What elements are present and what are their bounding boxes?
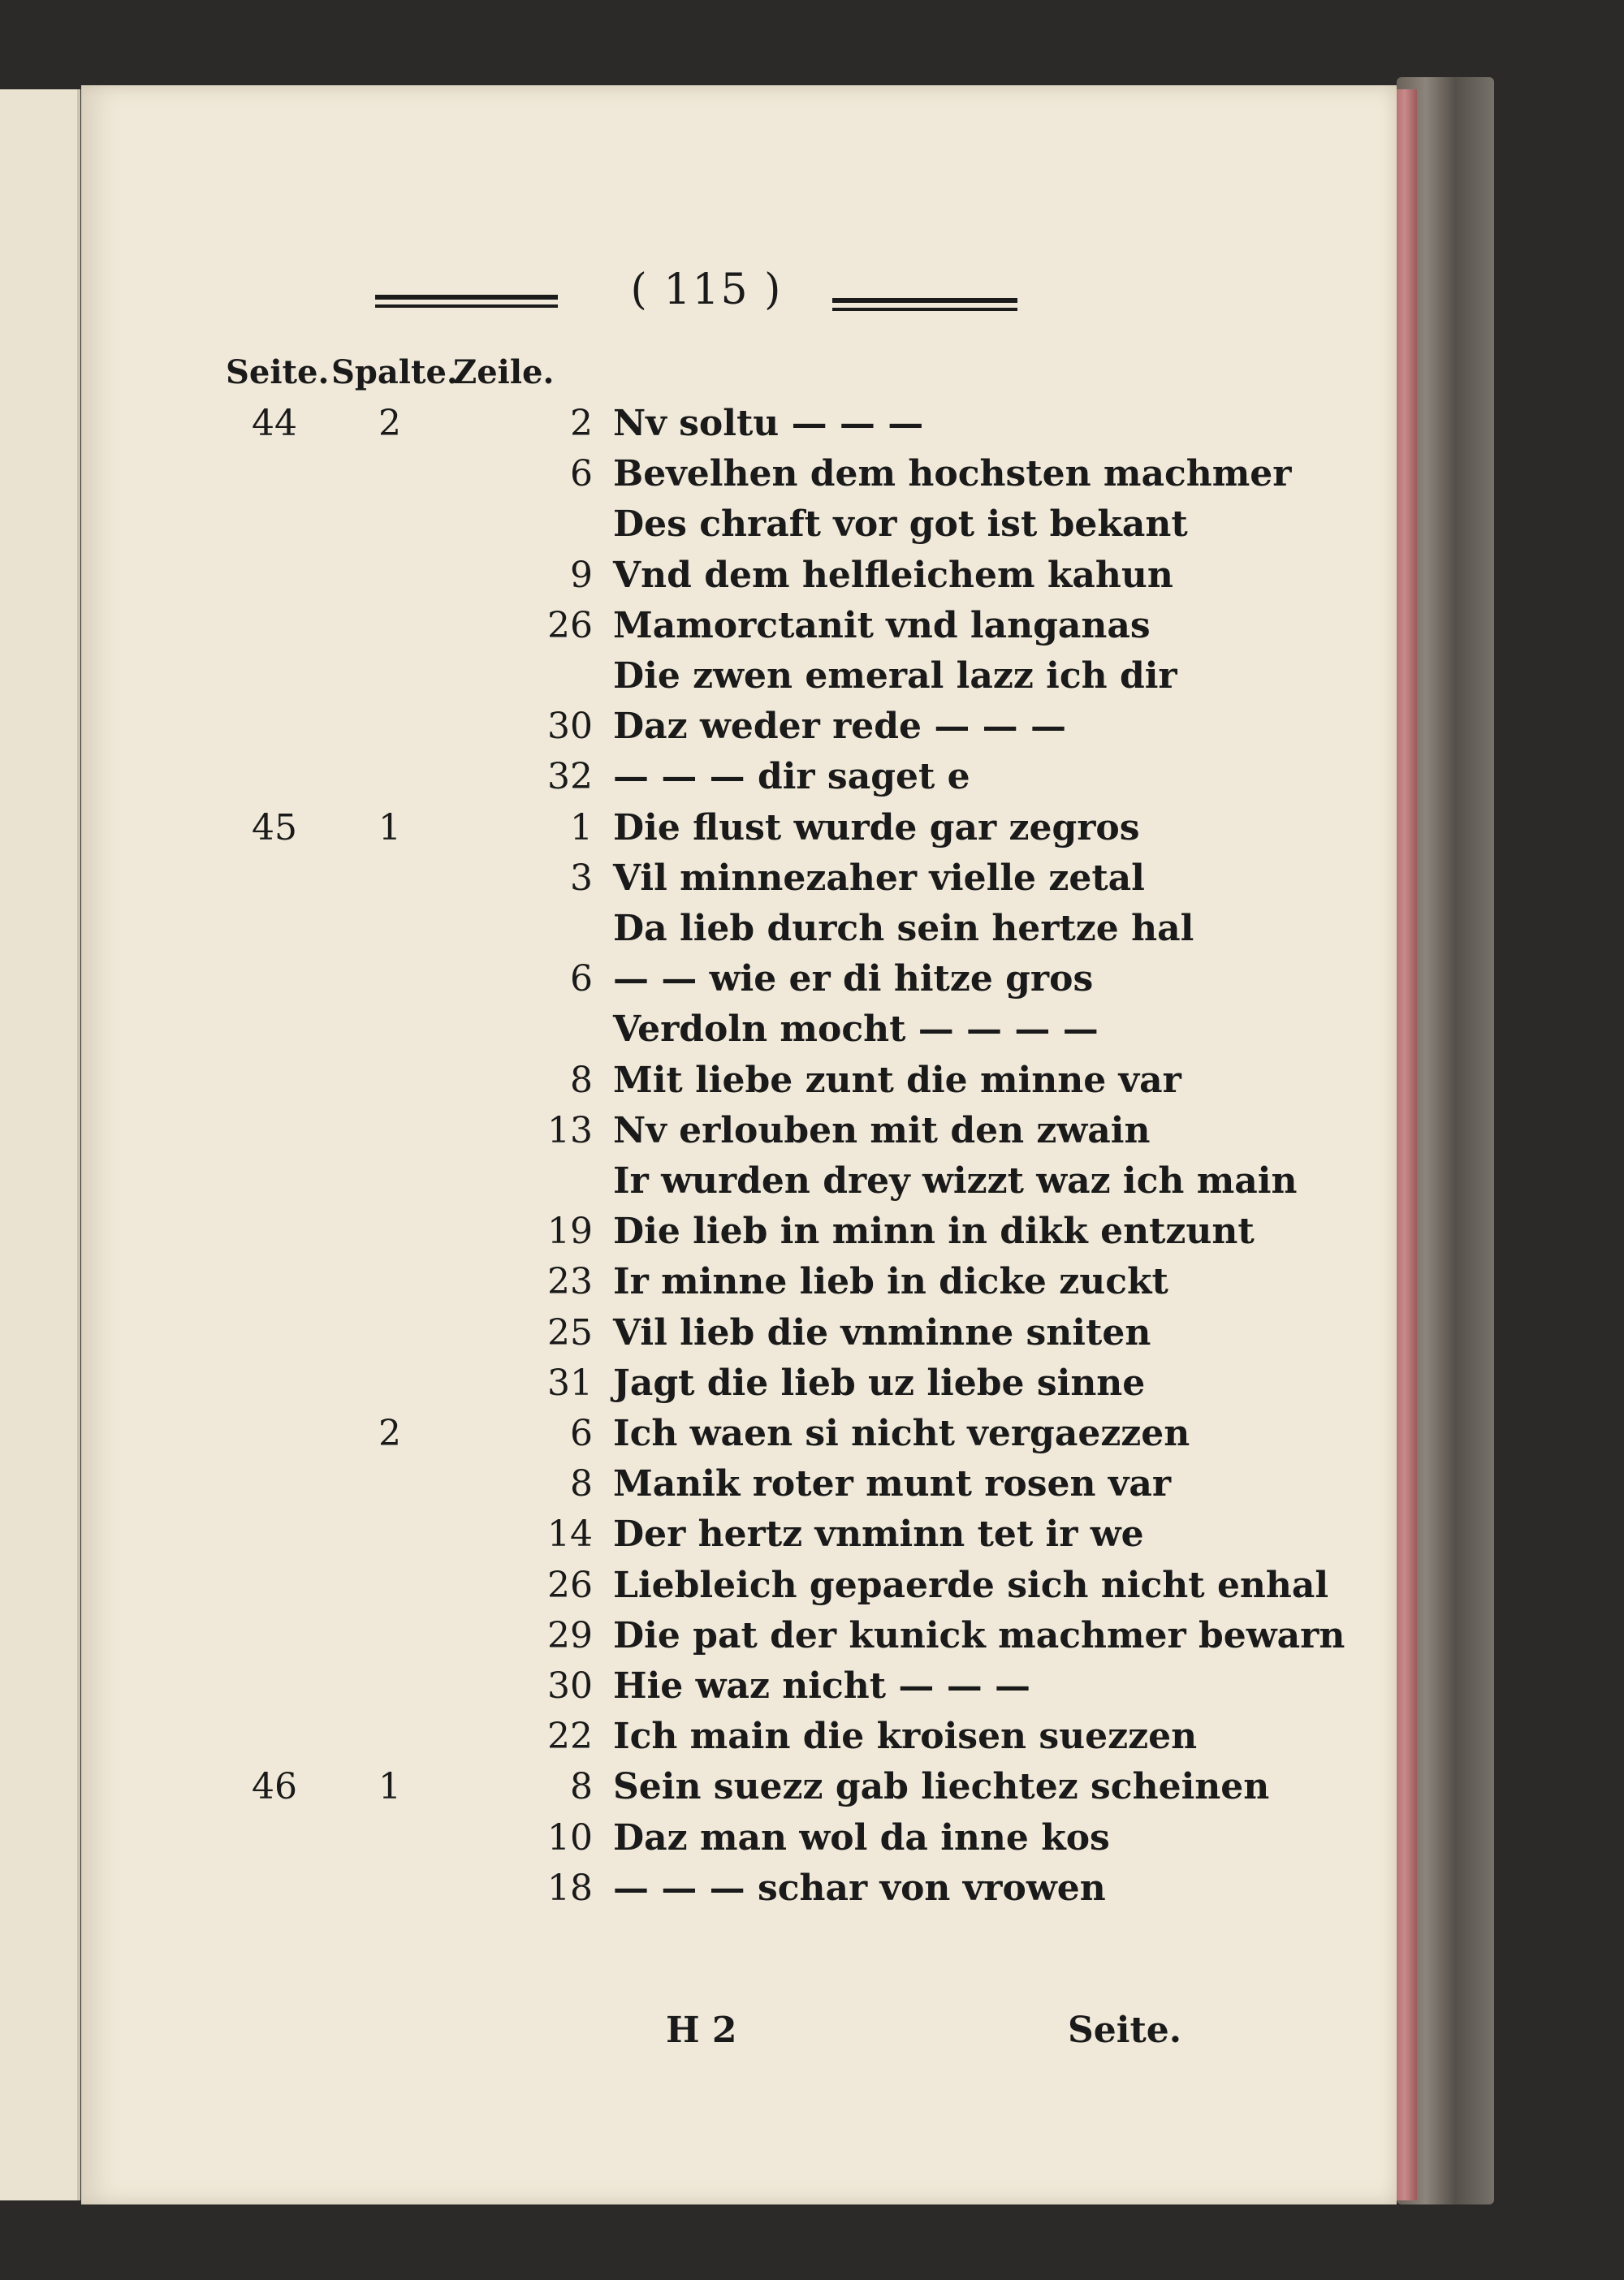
zeile-cell: 32: [547, 756, 593, 798]
table-row: [81, 804, 1397, 853]
table-row: [81, 1207, 1397, 1256]
zeile-cell: 26: [547, 604, 593, 646]
verse-text: Hie waz nicht — — —: [613, 1665, 1031, 1707]
header-zeile: Zeile.: [453, 353, 555, 391]
table-row: [81, 1763, 1397, 1811]
verse-text: Mamorctanit vnd langanas: [613, 604, 1151, 646]
spalte-cell: 2: [378, 1413, 401, 1454]
verse-text: Sein suezz gab liechtez scheinen: [613, 1766, 1270, 1808]
table-row: [81, 399, 1397, 448]
verse-text: Daz man wol da inne kos: [613, 1816, 1110, 1859]
table-row: [81, 602, 1397, 650]
signature-mark: H 2: [666, 2010, 737, 2051]
table-row: [81, 500, 1397, 549]
table-row: [81, 1510, 1397, 1559]
zeile-cell: 10: [547, 1816, 593, 1859]
spalte-cell: 1: [378, 806, 401, 849]
verse-text: Die lieb in minn in dikk entzunt: [613, 1211, 1255, 1253]
verse-text: Ich main die kroisen suezzen: [613, 1716, 1198, 1758]
header-spalte: Spalte.: [331, 353, 458, 391]
header-rule-right: [832, 298, 1017, 303]
verse-text: Mit liebe zunt die minne var: [613, 1059, 1181, 1101]
table-row: [81, 1712, 1397, 1761]
zeile-cell: 8: [570, 1463, 593, 1505]
zeile-cell: 2: [570, 403, 593, 444]
zeile-cell: 19: [547, 1211, 593, 1253]
verse-text: Ich waen si nicht vergaezzen: [613, 1413, 1190, 1454]
zeile-cell: 3: [570, 857, 593, 899]
zeile-cell: 6: [570, 453, 593, 495]
seite-cell: 45: [252, 806, 297, 849]
verse-text: Der hertz vnminn tet ir we: [613, 1514, 1144, 1556]
zeile-cell: 18: [547, 1867, 593, 1909]
zeile-cell: 29: [547, 1614, 593, 1656]
table-row: [81, 551, 1397, 600]
table-row: [81, 955, 1397, 1004]
header-seite: Seite.: [226, 353, 330, 391]
zeile-cell: 22: [547, 1716, 593, 1758]
table-row: [81, 1107, 1397, 1155]
table-row: [81, 1005, 1397, 1054]
zeile-cell: 26: [547, 1564, 593, 1606]
verse-text: Ir minne lieb in dicke zuckt: [613, 1261, 1168, 1303]
spalte-cell: 1: [378, 1766, 401, 1808]
zeile-cell: 31: [547, 1362, 593, 1404]
spalte-cell: 2: [378, 403, 401, 444]
table-row: [81, 1157, 1397, 1206]
left-page-strip: [0, 89, 80, 2200]
table-row: [81, 1612, 1397, 1660]
table-row: [81, 1056, 1397, 1105]
verse-text: Die flust wurde gar zegros: [613, 806, 1140, 849]
verse-text: Bevelhen dem hochsten machmer: [613, 453, 1292, 495]
seite-cell: 44: [252, 403, 297, 444]
table-row: [81, 1814, 1397, 1863]
table-row: [81, 905, 1397, 953]
verse-text: — — — schar von vrowen: [613, 1867, 1106, 1909]
book-page: [81, 85, 1397, 2204]
header-rule-left: [375, 295, 558, 300]
verse-text: Daz weder rede — — —: [613, 706, 1066, 748]
verse-text: Nv soltu — — —: [613, 403, 924, 444]
table-row: [81, 1864, 1397, 1913]
verse-text: Die pat der kunick machmer bewarn: [613, 1614, 1345, 1656]
table-row: [81, 753, 1397, 801]
zeile-cell: 14: [547, 1514, 593, 1556]
verse-text: Die zwen emeral lazz ich dir: [613, 655, 1177, 697]
verse-text: Da lieb durch sein hertze hal: [613, 908, 1194, 949]
zeile-cell: 8: [570, 1059, 593, 1101]
zeile-cell: 9: [570, 554, 593, 596]
table-row: [81, 450, 1397, 499]
zeile-cell: 8: [570, 1766, 593, 1808]
zeile-cell: 23: [547, 1261, 593, 1303]
page-number: ( 115 ): [630, 266, 783, 314]
zeile-cell: 13: [547, 1109, 593, 1151]
table-row: [81, 1309, 1397, 1358]
verse-text: Jagt die lieb uz liebe sinne: [613, 1362, 1146, 1404]
catchword: Seite.: [1068, 2010, 1182, 2051]
verse-text: — — — dir saget e: [613, 756, 970, 798]
zeile-cell: 30: [547, 1665, 593, 1707]
table-row: [81, 854, 1397, 903]
table-row: [81, 1561, 1397, 1610]
verse-text: Liebleich gepaerde sich nicht enhal: [613, 1564, 1329, 1606]
zeile-cell: 25: [547, 1311, 593, 1354]
zeile-cell: 30: [547, 706, 593, 748]
zeile-cell: 6: [570, 1413, 593, 1454]
zeile-cell: 6: [570, 958, 593, 1000]
verse-text: Des chraft vor got ist bekant: [613, 503, 1188, 546]
verse-text: Verdoln mocht — — — —: [613, 1008, 1099, 1051]
table-row: [81, 702, 1397, 751]
verse-text: Manik roter munt rosen var: [613, 1463, 1172, 1505]
seite-cell: 46: [252, 1766, 297, 1808]
zeile-cell: 1: [570, 806, 593, 849]
verse-text: — — wie er di hitze gros: [613, 958, 1094, 1000]
table-row: [81, 1258, 1397, 1306]
table-row: [81, 1359, 1397, 1408]
table-row: [81, 1460, 1397, 1509]
table-row: [81, 1662, 1397, 1711]
verse-text: Ir wurden drey wizzt waz ich main: [613, 1160, 1298, 1202]
verse-text: Nv erlouben mit den zwain: [613, 1109, 1151, 1151]
verse-text: Vil minnezaher vielle zetal: [613, 857, 1145, 899]
table-row: [81, 652, 1397, 701]
verse-text: Vil lieb die vnminne sniten: [613, 1311, 1151, 1354]
verse-text: Vnd dem helfleichem kahun: [613, 554, 1173, 596]
table-row: [81, 1410, 1397, 1458]
